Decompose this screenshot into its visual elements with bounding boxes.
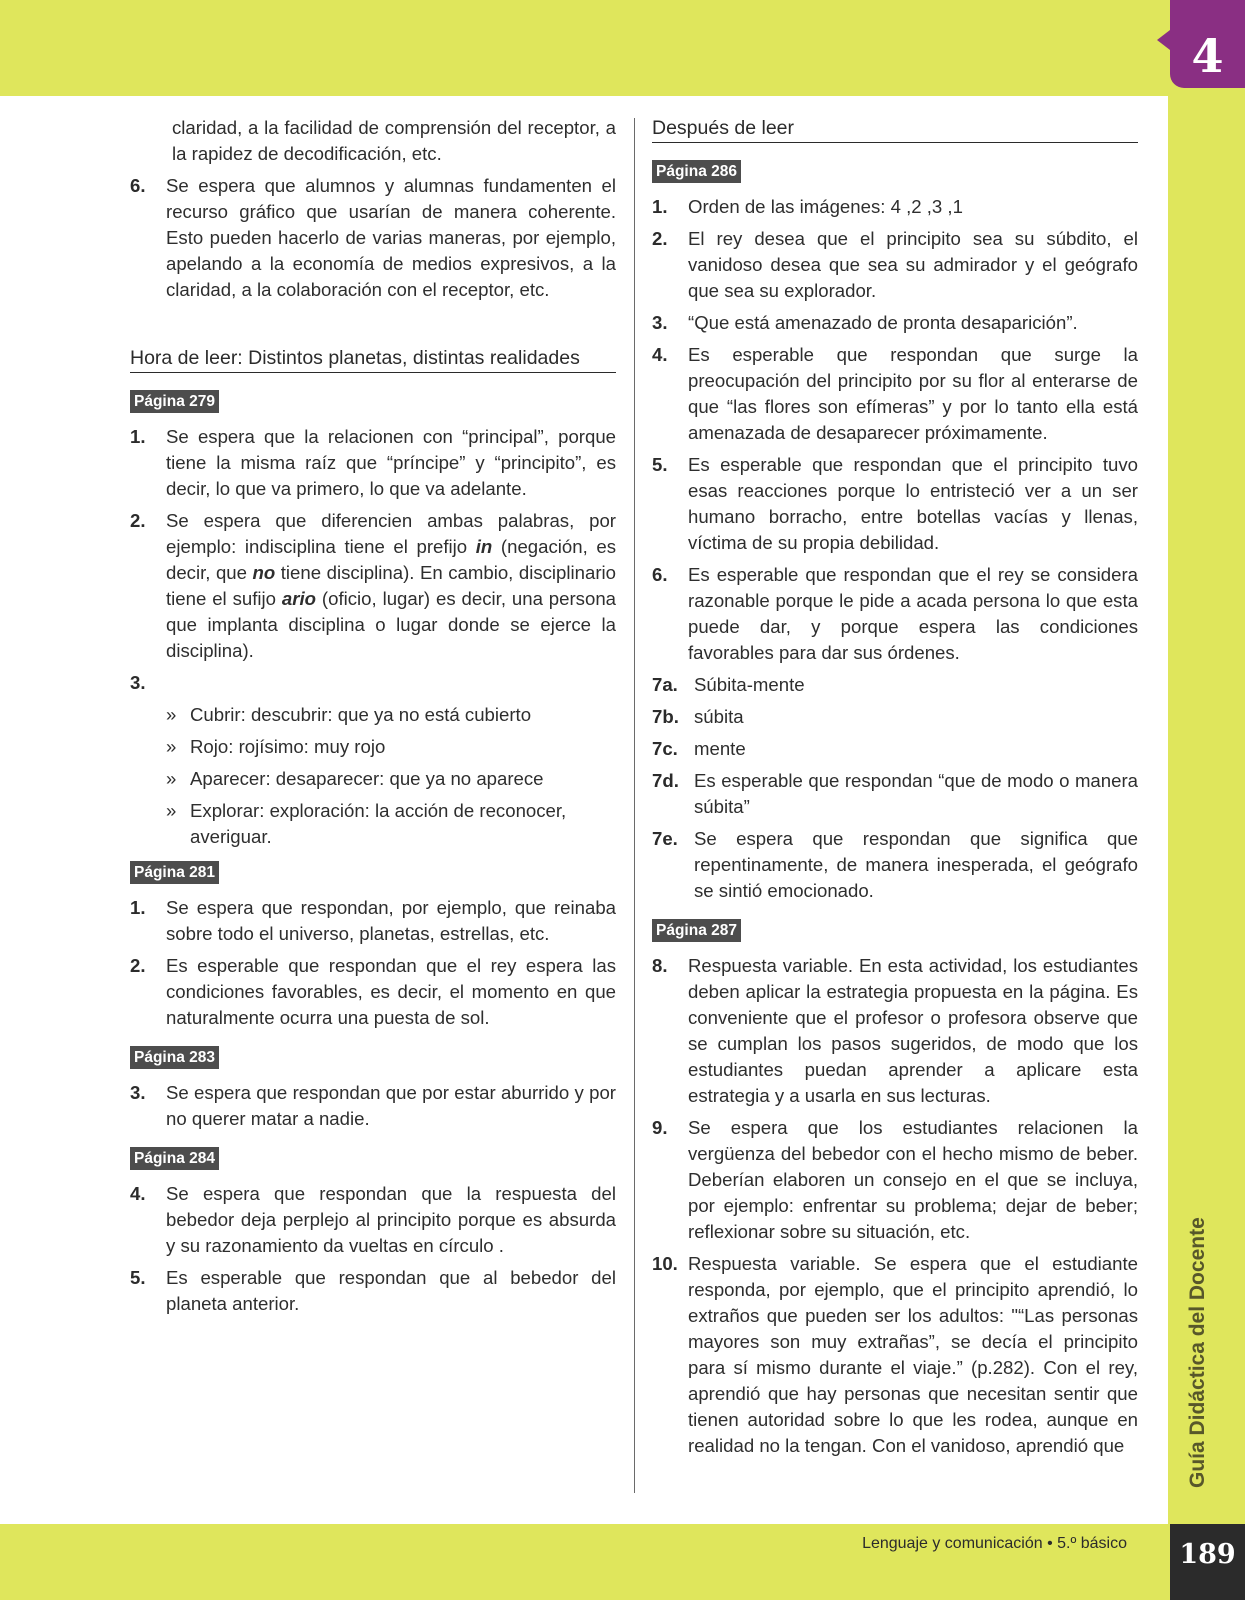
item-text: Es esperable que respondan que al bebedor del planeta anterior.: [166, 1267, 616, 1314]
item-number: 7b.: [652, 706, 679, 727]
answer-item: [130, 173, 616, 303]
page-label: Página 279: [130, 390, 219, 413]
answer-item: [652, 768, 1138, 820]
list-item-text: Explorar: exploración: la acción de reconocer, averiguar.: [190, 800, 567, 847]
bullet-mark: »: [166, 800, 177, 821]
bullet-list: [130, 702, 616, 850]
item-text: “Que está amenazado de pronta desaparición”.: [688, 312, 1078, 333]
right-column: [652, 115, 1138, 1465]
answer-item: [652, 736, 1138, 762]
item-text: Se espera que respondan, por ejemplo, que reinaba sobre todo el universo, planetas, estrellas, etc.: [166, 897, 616, 944]
answer-item: [130, 1181, 616, 1259]
item-number: 3.: [130, 672, 146, 693]
item-text: Respuesta variable. Se espera que el estudiante responda, por ejemplo, que el principito aprendió, lo extraños que pueden ser los adultos: "“Las personas mayores son muy extrañas”, se decía el principito para sí mismo durante el viaje.” (p.282). Con el rey, aprendió que hay personas que necesitan sentir que tienen autoridad sobre lo que les rodea, aunque en realidad no la tengan. Con el vanidoso, aprendió que: [688, 1253, 1138, 1456]
item-number: 2.: [652, 228, 668, 249]
item-number: 7d.: [652, 770, 679, 791]
bullet-mark: »: [166, 768, 177, 789]
item-number: 1.: [130, 897, 146, 918]
side-title: Guía Didáctica del Docente: [1186, 1217, 1209, 1488]
item-text: Se espera que respondan que la respuesta del bebedor deja perplejo al principito porque es absurda y su razonamiento da vueltas en círculo .: [166, 1183, 616, 1256]
list-item: [166, 798, 616, 850]
continued-paragraph: claridad, a la facilidad de comprensión del receptor, a la rapidez de decodificación, etc.: [172, 117, 616, 164]
answer-item: [652, 826, 1138, 904]
answer-item: [652, 1251, 1138, 1459]
footer-subject: Lenguaje y comunicación • 5.º básico: [862, 1535, 1127, 1552]
list-item-text: Cubrir: descubrir: que ya no está cubierto: [190, 704, 532, 725]
item-text: Es esperable que respondan que surge la preocupación del principito por su flor al enterarse de que “las flores son efímeras” y por lo tanto ella está amenazada de desaparecer próximamente.: [688, 344, 1138, 443]
bullet-mark: »: [166, 704, 177, 725]
item-text: Se espera que los estudiantes relacionen la vergüenza del bebedor con el hecho mismo de beber. Deberían elaboren un consejo en el que se incluya, por ejemplo: enfrentar su problema; dejar de beber; reflexionar sobre su situación, etc.: [688, 1117, 1138, 1242]
item-number: 7a.: [652, 674, 678, 695]
page-label: Página 284: [130, 1147, 219, 1170]
item-number: 5.: [652, 454, 668, 475]
item-text: Es esperable que respondan que el rey espera las condiciones favorables, es decir, el momento en que naturalmente ocurra una puesta de sol.: [166, 955, 616, 1028]
column-divider: [634, 118, 635, 1493]
item-text: súbita: [694, 706, 744, 727]
answer-item: [652, 194, 1138, 220]
item-text-part: Se espera que diferencien ambas palabras, por ejemplo: indisciplina tiene el prefijo: [166, 510, 616, 557]
list-item-text: Aparecer: desaparecer: que ya no aparece: [190, 768, 544, 789]
item-number: 3.: [130, 1082, 146, 1103]
item-number: 5.: [130, 1267, 146, 1288]
answer-item: [130, 953, 616, 1031]
item-text-part: tiene disciplina). En cambio, disciplinario tiene el sufijo: [166, 562, 617, 609]
item-text: Es esperable que respondan que el principito tuvo esas reacciones porque lo entristeció ver a un ser humano borracho, entre botellas vacías y llenas, víctima de su propia debilidad.: [688, 454, 1138, 553]
item-text: Respuesta variable. En esta actividad, los estudiantes deben aplicar la estrategia propuesta en la página. Es conveniente que el profesor o profesora observe que se cumplan los pasos sugeridos, de modo que los estudiantes puedan aprender a aplicare esta estrategia y a usarla en sus lecturas.: [688, 955, 1138, 1106]
chapter-tab: 4: [1170, 0, 1245, 88]
item-text: Se espera que la relacionen con “principal”, porque tiene la misma raíz que “príncipe” y “principito”, es decir, lo que va primero, lo que va adelante.: [166, 426, 616, 499]
item-number: 1.: [652, 196, 668, 217]
item-text: Se espera que respondan que por estar aburrido y por no querer matar a nadie.: [166, 1082, 616, 1129]
item-number: 2.: [130, 510, 146, 531]
answer-item: [652, 562, 1138, 666]
answer-item: [652, 672, 1138, 698]
item-text: Es esperable que respondan “que de modo o manera súbita”: [694, 770, 1138, 817]
item-number: 2.: [130, 955, 146, 976]
page-label: Página 286: [652, 160, 741, 183]
emphasis-word: ario: [281, 588, 317, 609]
page-number: 189: [1170, 1524, 1245, 1600]
answer-item: [130, 895, 616, 947]
item-number: 6.: [652, 564, 668, 585]
emphasis-word: in: [475, 536, 493, 557]
top-color-band: [0, 0, 1245, 96]
item-text: mente: [694, 738, 746, 759]
item-text-part: (negación, es decir, que: [166, 536, 616, 583]
answer-item: [130, 670, 616, 696]
answer-item: [652, 342, 1138, 446]
item-number: 7c.: [652, 738, 678, 759]
item-text: El rey desea que el principito sea su súbdito, el vanidoso desea que sea su admirador y el geógrafo que sea su explorador.: [688, 228, 1138, 301]
answer-item: [652, 704, 1138, 730]
section-heading: Hora de leer: Distintos planetas, distintas realidades: [130, 345, 616, 373]
item-number: 7e.: [652, 828, 678, 849]
item-number: 4.: [130, 1183, 146, 1204]
answer-item: [652, 452, 1138, 556]
page-label: Página 281: [130, 861, 219, 884]
emphasis-word: no: [252, 562, 276, 583]
list-item: [166, 734, 616, 760]
list-item: [166, 766, 616, 792]
item-number: 9.: [652, 1117, 668, 1138]
item-number: 6.: [130, 175, 146, 196]
page-label: Página 283: [130, 1046, 219, 1069]
item-number: 1.: [130, 426, 146, 447]
page-label: Página 287: [652, 919, 741, 942]
answer-item: [652, 226, 1138, 304]
answer-item: [652, 310, 1138, 336]
item-text: Se espera que respondan que significa que repentinamente, de manera inesperada, el geógrafo se sintió emocionado.: [694, 828, 1138, 901]
item-text: Es esperable que respondan que el rey se considera razonable porque le pide a acada persona lo que esta puede dar, y porque espera las condiciones favorables para dar sus órdenes.: [688, 564, 1138, 663]
answer-item: [130, 424, 616, 502]
answer-item: [130, 508, 616, 664]
item-number: 10.: [652, 1253, 678, 1274]
list-item: [166, 702, 616, 728]
item-text: Orden de las imágenes: 4 ,2 ,3 ,1: [688, 196, 963, 217]
section-heading: Después de leer: [652, 115, 1138, 143]
item-text-part: (oficio, lugar) es decir, una persona que implanta disciplina o lugar donde se ejerce la disciplina).: [166, 588, 617, 661]
item-number: 3.: [652, 312, 668, 333]
item-text: Se espera que alumnos y alumnas fundamenten el recurso gráfico que usarían de manera coherente. Esto pueden hacerlo de varias maneras, por ejemplo, apelando a la economía de medios expresivos, a la claridad, a la colaboración con el receptor, etc.: [166, 175, 616, 300]
item-number: 8.: [652, 955, 668, 976]
list-item-text: Rojo: rojísimo: muy rojo: [190, 736, 386, 757]
answer-item: [652, 953, 1138, 1109]
answer-item: [130, 1080, 616, 1132]
bullet-mark: »: [166, 736, 177, 757]
item-text: Súbita-mente: [694, 674, 805, 695]
item-number: 4.: [652, 344, 668, 365]
answer-item: [130, 1265, 616, 1317]
left-column: [130, 115, 616, 1323]
answer-item: [652, 1115, 1138, 1245]
